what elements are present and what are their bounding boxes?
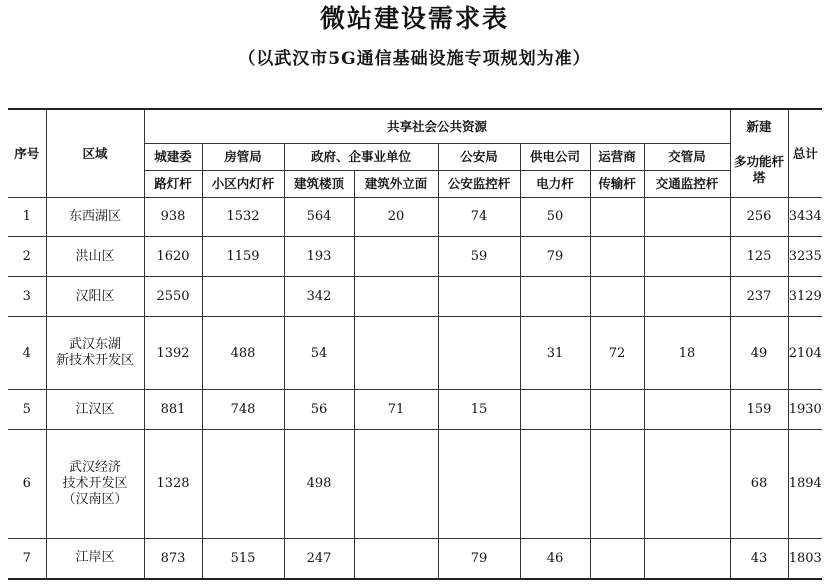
row-seq: 2	[8, 237, 46, 277]
cell-rooftop: 56	[284, 390, 354, 430]
row-seq: 1	[8, 197, 46, 237]
cell-power-pole: 50	[520, 197, 590, 237]
cell-total: 1930	[788, 390, 822, 430]
header-district: 区域	[46, 109, 144, 197]
cell-street-light: 873	[144, 538, 202, 579]
cell-facade	[354, 538, 438, 579]
cell-power-pole	[520, 390, 590, 430]
cell-traffic-pole	[644, 390, 730, 430]
cell-community-light	[202, 277, 284, 317]
row-seq: 7	[8, 538, 46, 579]
header-facility-community-light: 小区内灯杆	[202, 170, 284, 197]
cell-police-pole	[438, 277, 520, 317]
cell-power-pole: 46	[520, 538, 590, 579]
cell-police-pole: 74	[438, 197, 520, 237]
cell-police-pole	[438, 430, 520, 539]
row-seq: 6	[8, 430, 46, 539]
cell-power-pole	[520, 277, 590, 317]
row-district: 汉阳区	[46, 277, 144, 317]
cell-rooftop: 498	[284, 430, 354, 539]
header-agency-housing: 房管局	[202, 143, 284, 170]
cell-total: 3129	[788, 277, 822, 317]
cell-facade	[354, 317, 438, 390]
header-facility-traffic-pole: 交通监控杆	[644, 170, 730, 197]
cell-police-pole: 15	[438, 390, 520, 430]
table-row	[8, 317, 822, 390]
row-district: 江岸区	[46, 538, 144, 579]
header-new-top: 新建	[730, 109, 788, 143]
cell-new-tower: 68	[730, 430, 788, 539]
cell-street-light: 1392	[144, 317, 202, 390]
cell-community-light: 748	[202, 390, 284, 430]
cell-street-light: 881	[144, 390, 202, 430]
header-total: 总计	[788, 109, 822, 197]
cell-rooftop: 54	[284, 317, 354, 390]
cell-new-tower: 256	[730, 197, 788, 237]
cell-community-light: 1532	[202, 197, 284, 237]
cell-rooftop: 564	[284, 197, 354, 237]
cell-new-tower: 49	[730, 317, 788, 390]
header-agency-government: 政府、企事业单位	[284, 143, 438, 170]
header-agency-police: 公安局	[438, 143, 520, 170]
cell-transmission-pole	[590, 430, 644, 539]
cell-transmission-pole	[590, 538, 644, 579]
table-row	[8, 390, 822, 430]
cell-new-tower: 43	[730, 538, 788, 579]
header-agency-urban-construction: 城建委	[144, 143, 202, 170]
table-row	[8, 197, 822, 237]
table-row	[8, 430, 822, 539]
cell-transmission-pole	[590, 237, 644, 277]
cell-transmission-pole	[590, 197, 644, 237]
row-district: 洪山区	[46, 237, 144, 277]
cell-rooftop: 193	[284, 237, 354, 277]
header-shared-resources: 共享社会公共资源	[144, 109, 730, 143]
cell-facade: 20	[354, 197, 438, 237]
cell-new-tower: 125	[730, 237, 788, 277]
header-facility-rooftop: 建筑楼顶	[284, 170, 354, 197]
cell-transmission-pole: 72	[590, 317, 644, 390]
cell-rooftop: 342	[284, 277, 354, 317]
cell-police-pole	[438, 317, 520, 390]
header-seq: 序号	[8, 109, 46, 197]
cell-street-light: 1620	[144, 237, 202, 277]
cell-facade	[354, 430, 438, 539]
cell-traffic-pole	[644, 197, 730, 237]
cell-new-tower: 159	[730, 390, 788, 430]
row-seq: 4	[8, 317, 46, 390]
cell-traffic-pole	[644, 237, 730, 277]
cell-street-light: 1328	[144, 430, 202, 539]
header-new-multifunction-tower: 多功能杆塔	[730, 143, 788, 197]
cell-total: 3434	[788, 197, 822, 237]
cell-transmission-pole	[590, 277, 644, 317]
table-row	[8, 277, 822, 317]
cell-community-light: 488	[202, 317, 284, 390]
demand-table	[8, 108, 822, 580]
header-facility-police-pole: 公安监控杆	[438, 170, 520, 197]
cell-total: 1803	[788, 538, 822, 579]
cell-traffic-pole	[644, 430, 730, 539]
cell-power-pole: 79	[520, 237, 590, 277]
cell-facade	[354, 237, 438, 277]
table-row	[8, 237, 822, 277]
cell-community-light: 1159	[202, 237, 284, 277]
cell-community-light: 515	[202, 538, 284, 579]
cell-total: 1894	[788, 430, 822, 539]
row-seq: 3	[8, 277, 46, 317]
cell-rooftop: 247	[284, 538, 354, 579]
cell-traffic-pole	[644, 277, 730, 317]
cell-facade: 71	[354, 390, 438, 430]
cell-new-tower: 237	[730, 277, 788, 317]
header-agency-power: 供电公司	[520, 143, 590, 170]
cell-power-pole	[520, 430, 590, 539]
header-agency-operator: 运营商	[590, 143, 644, 170]
cell-street-light: 2550	[144, 277, 202, 317]
cell-street-light: 938	[144, 197, 202, 237]
header-facility-power-pole: 电力杆	[520, 170, 590, 197]
cell-police-pole: 79	[438, 538, 520, 579]
cell-community-light	[202, 430, 284, 539]
header-facility-street-light: 路灯杆	[144, 170, 202, 197]
row-seq: 5	[8, 390, 46, 430]
header-agency-traffic: 交管局	[644, 143, 730, 170]
cell-traffic-pole: 18	[644, 317, 730, 390]
header-facility-transmission-pole: 传输杆	[590, 170, 644, 197]
cell-facade	[354, 277, 438, 317]
row-district: 江汉区	[46, 390, 144, 430]
page-title: 微站建设需求表	[319, 4, 509, 33]
header-facility-facade: 建筑外立面	[354, 170, 438, 197]
page-subtitle: （以武汉市5G通信基础设施专项规划为准）	[238, 49, 591, 69]
table-row	[8, 538, 822, 579]
cell-total: 2104	[788, 317, 822, 390]
cell-power-pole: 31	[520, 317, 590, 390]
row-district: 武汉东湖 新技术开发区	[46, 317, 144, 390]
cell-traffic-pole	[644, 538, 730, 579]
row-district: 东西湖区	[46, 197, 144, 237]
cell-transmission-pole	[590, 390, 644, 430]
cell-total: 3235	[788, 237, 822, 277]
row-district: 武汉经济 技术开发区 （汉南区）	[46, 430, 144, 539]
cell-police-pole: 59	[438, 237, 520, 277]
